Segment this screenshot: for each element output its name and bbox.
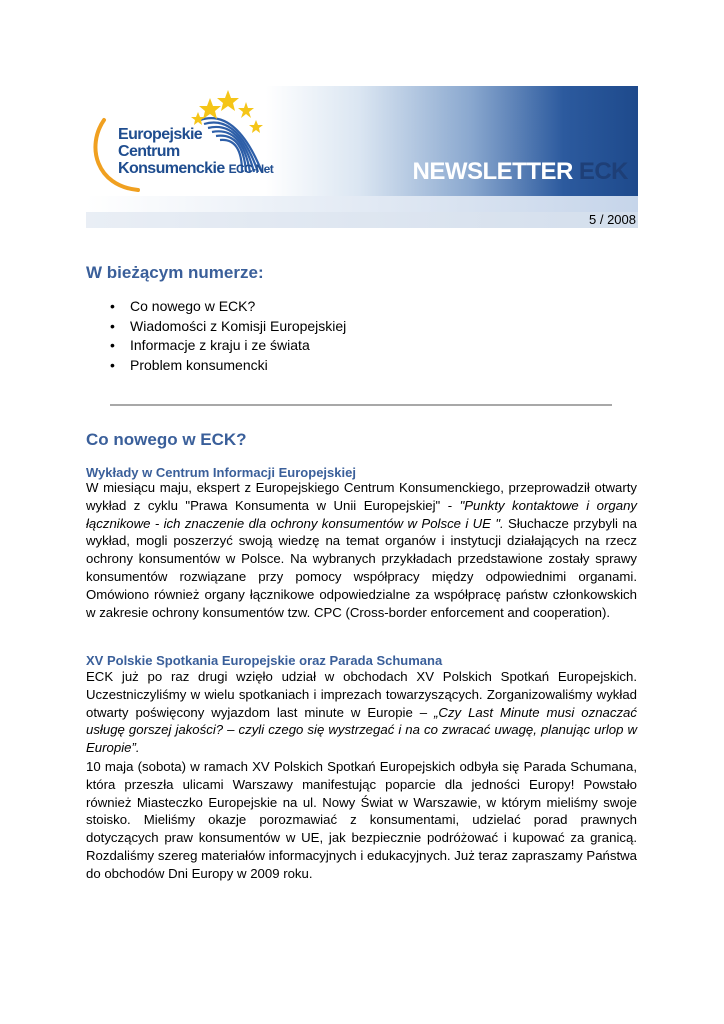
- toc-heading: W bieżącym numerze:: [86, 263, 264, 282]
- header-gradient-band: [266, 86, 638, 212]
- issue-bar: [86, 212, 638, 228]
- article-text: Słuchacze przybyli na wykład, mogli poszerzyć swoją wiedzę na temat organów i instytucji działających na rzecz ochrony konsumentów w Polsce. Na wybranych przykładach przedstawione zostały sprawy konsumentów rozwiązane przy pomocy współpracy między odpowiednimi organami. Omówiono również organy łącznikowe odpowiedzialne za współpracę państw członkowskich w zakresie ochrony konsumentów tzw. CPC (Cross-border enforcement and cooperation).: [86, 515, 637, 620]
- logo-ecc-net: ECC-Net: [228, 162, 274, 176]
- logo-wordmark: [118, 126, 273, 178]
- article-title: XV Polskie Spotkania Europejskie oraz Parada Schumana: [86, 653, 443, 668]
- section-divider: [110, 404, 612, 406]
- issue-number: 5 / 2008: [589, 212, 636, 227]
- logo-line-3-text: Konsumenckie: [118, 160, 225, 177]
- logo-line-1: Europejskie: [118, 126, 203, 143]
- toc-item[interactable]: • Informacje z kraju i ze świata: [110, 336, 346, 356]
- article-text: ECK już po raz drugi wzięło udział w obchodach XV Polskich Spotkań Europejskich. Uczestniczyliśmy w wielu spotkaniach i imprezach towarzyszących. Zorganizowaliśmy wykład otwarty poświęcony wyjazdom last minute w Europie –: [86, 669, 637, 720]
- article-text: W miesiącu maju, ekspert z Europejskiego Centrum Konsumenckiego, przeprowadził otwarty wykład z cyklu "Prawa Konsumenta w Unii Europejskiej" -: [86, 480, 637, 513]
- article-body: [86, 479, 637, 621]
- logo-line-3: [118, 160, 273, 178]
- newsletter-title: [413, 158, 629, 186]
- ecc-logo: [86, 86, 286, 212]
- toc-item[interactable]: • Problem konsumencki: [110, 356, 346, 376]
- toc-list: [110, 297, 346, 375]
- toc-item[interactable]: • Co nowego w ECK?: [110, 297, 346, 317]
- section-heading: Co nowego w ECK?: [86, 430, 247, 449]
- article-quote: "Punkty kontaktowe i organy łącznikowe - ich znaczenie dla ochrony konsumentów w Polsce i UE ".: [86, 497, 637, 531]
- toc-item[interactable]: • Wiadomości z Komisji Europejskiej: [110, 317, 346, 337]
- newsletter-word: NEWSLETTER: [412, 158, 573, 185]
- article-title: Wykłady w Centrum Informacji Europejskiej: [86, 465, 356, 480]
- logo-line-2: Centrum: [118, 143, 180, 160]
- newsletter-brand: ECK: [578, 158, 628, 185]
- newsletter-header: [86, 86, 638, 212]
- article-quote: „Czy Last Minute musi oznaczać usługę gorszej jakości? – czyli czego się wystrzegać i na co zwracać uwagę, planując urlop w Europie”.: [86, 704, 637, 756]
- article-body: [86, 668, 637, 757]
- article-body: 10 maja (sobota) w ramach XV Polskich Spotkań Europejskich odbyła się Parada Schumana, która przeszła ulicami Warszawy manifestując poparcie dla jedności Europy! Powstało również Miasteczko Europejskie na ul. Nowy Świat w Warszawie, w którym mieliśmy swoje stoisko. Mieliśmy okazje porozmawiać z konsumentami, udzielać porad prawnych dotyczących praw konsumentów w UE, jak bezpiecznie podróżować i kupować za granicą. Rozdaliśmy szereg materiałów informacyjnych i edukacyjnych. Już teraz zapraszamy Państwa do obchodów Dni Europy w 2009 roku.: [86, 759, 637, 881]
